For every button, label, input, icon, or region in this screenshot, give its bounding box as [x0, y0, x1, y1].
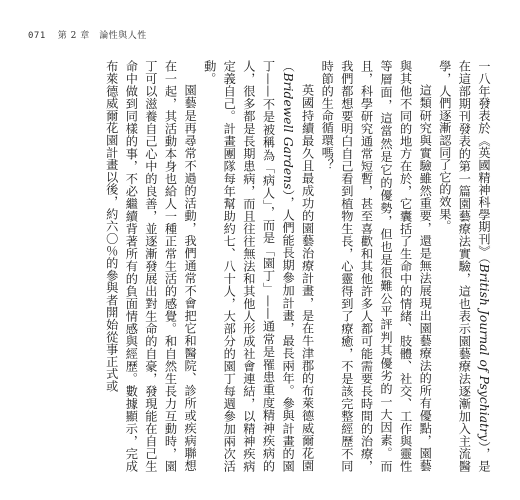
paragraph-1: [434, 60, 493, 472]
text-segment: 園藝是再尋常不過的活動，我們通常不會把它和醫院、診所或疾病聯想在一起，其活動本身也給人一種正常生活的感覺。和自然生長力互動時，園丁可以滋養自己心中的良善，並逐漸發展出對生命的自豪，發現能在自己生命中做到同樣的事，不必繼續背著所有的負面情感與經歷。數據顯示，完成布萊德威爾花園計畫以後，約六〇％的參與者開始從事正式或: [104, 60, 198, 472]
running-header: [28, 28, 147, 41]
paragraph-3: [199, 60, 317, 472]
text-segment: 英國持續最久且最成功的園藝治療計畫，是在牛津郡的布萊德威爾花園（: [281, 60, 315, 472]
journal-title-latin: British Journal of Psychiatry: [477, 263, 491, 442]
page-number: 071: [28, 31, 46, 41]
text-segment: ），是在這部期刊發表的第一篇園藝療法實驗，這也表示園藝療法逐漸加入主流醫學，人們逐漸認同了它的效果。: [437, 60, 491, 472]
text-segment: 一八年發表於《英國精神科學期刊》（: [477, 60, 491, 264]
text-segment: ），人們能長期參加計畫，最長兩年。參與計畫的園丁——不是被稱為「病人」，而是「園丁」——通常是罹患重度精神疾病的人，很多都是長期患病，而且往往無法和其他人形成社會連結，以精神疾病定義自己。計畫團隊每年幫助約七、八十人，大部分的園丁每週參加兩次活動。: [202, 60, 296, 472]
vertical-body-text: [85, 60, 493, 472]
garden-name-latin: Bridewell Gardens: [281, 72, 296, 190]
paragraph-2: [317, 60, 435, 472]
text-segment: 這類研究與實驗雖然重要，還是無法展現出園藝療法的所有優點，園藝與其他不同的地方在於，它囊括了生命中的情緒、肢體、社交、工作與靈性等層面，這當然是它的優勢，但也是很難公平評判其優劣的一大因素。而且，科學研究通常短暫，甚至喜歡和其他許多人都可能需要長時間的治療，我們都想要明白自己看到植物生長，心靈得到了療癒，不是該完整經歷不同時節的生命循環嗎？: [320, 60, 433, 472]
chapter-title: 第 2 章 論性與人性: [57, 31, 147, 41]
paragraph-4: [101, 60, 199, 472]
